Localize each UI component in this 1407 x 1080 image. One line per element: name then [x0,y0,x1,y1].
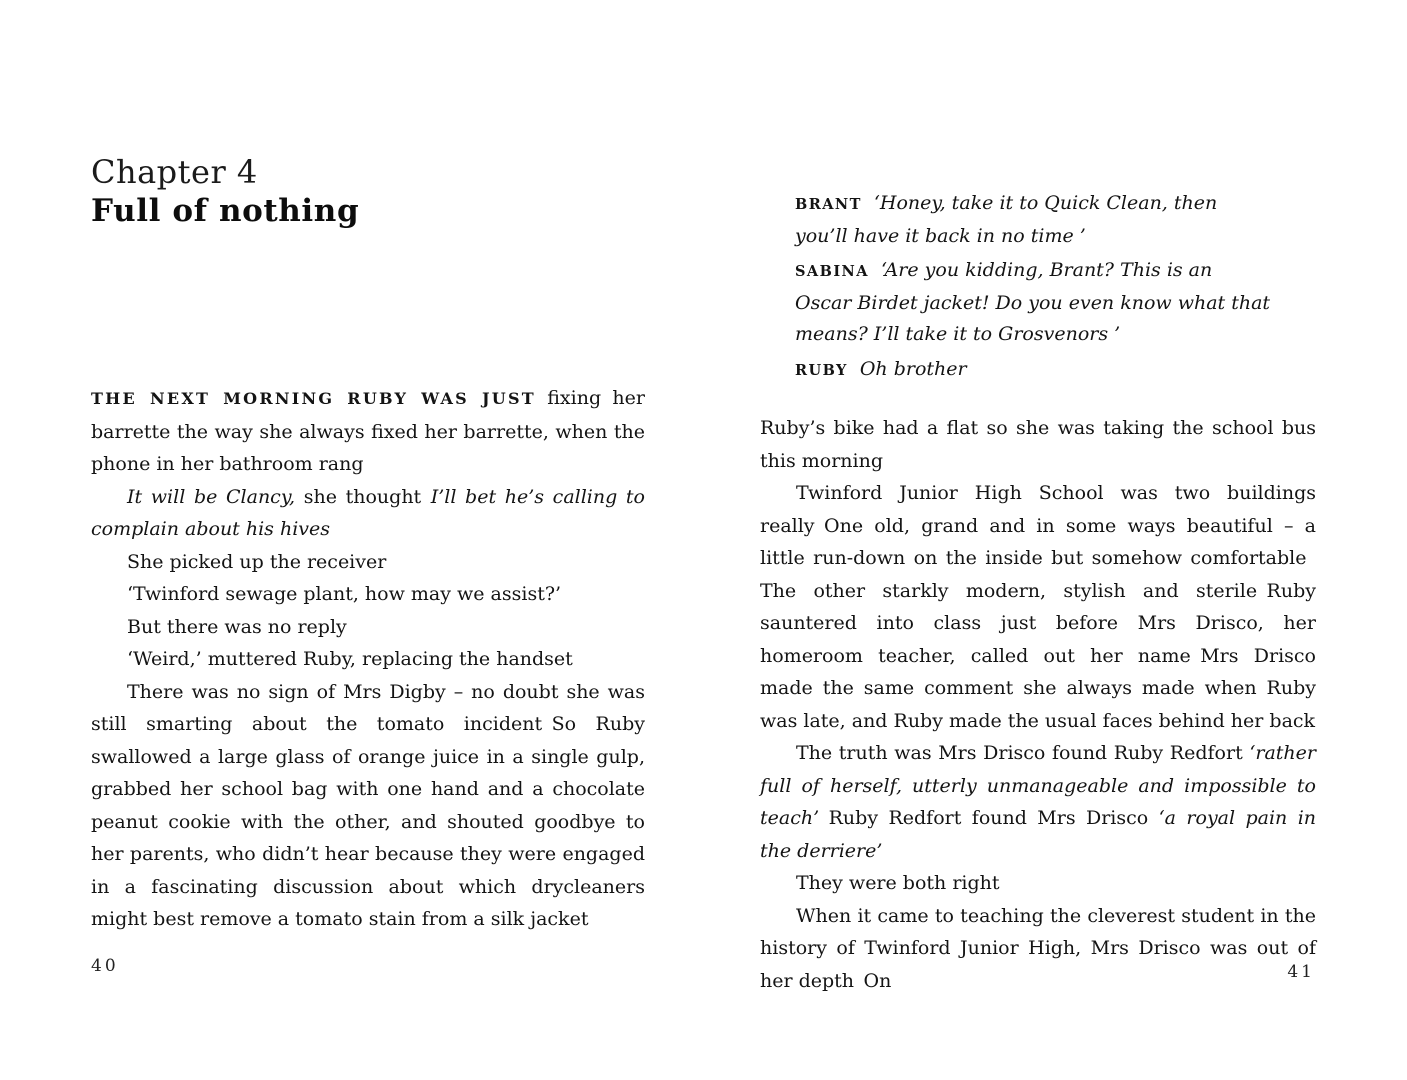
paragraph [760,477,1316,737]
chapter-heading [91,153,359,229]
left-page-body-text [91,382,645,936]
dialogue-entry [795,255,1273,351]
text-run: ‘Twinford sewage plant, how may we assist?’ [127,583,562,605]
paragraph [91,481,645,546]
dialogue-line: ‘Honey, take it to Quick Clean, then you’ll have it back in no time ’ [795,192,1218,247]
paragraph [91,643,645,676]
page-number-right: 41 [1287,962,1315,982]
text-run: They were both right [796,872,1000,894]
text-run: It will be Clancy, [127,485,296,508]
page-number-left: 40 [91,956,119,976]
text-run: The truth was Mrs Drisco found Ruby Redfort [796,742,1250,764]
text-run: When it came to teaching the cleverest student in the history of Twinford Junior High, Mrs Drisco was out of her depth On [760,904,1316,992]
dialogue-speaker: BRANT [795,196,862,213]
paragraph [760,737,1316,867]
text-run: I’ll bet he’s calling to complain about his hives [91,485,645,540]
paragraph [760,900,1316,998]
text-run: Ruby Redfort found Mrs Drisco [819,807,1159,829]
right-page-body-text [760,412,1316,997]
paragraph [91,382,645,481]
dialogue-entry [795,354,1273,387]
dialogue-line: Oh brother [859,357,967,380]
text-run: she thought [295,485,431,508]
paragraph [91,578,645,611]
text-run: fixing her barrette the way she always fixed her barrette, when the phone in her bathroom rang [91,387,645,475]
paragraph [760,867,1316,900]
chapter-number: Chapter 4 [91,153,258,191]
text-run: ‘Weird,’ muttered Ruby, replacing the handset [127,648,573,670]
paragraph [91,676,645,936]
text-run: ‘a royal pain in the derriere’ [760,807,1317,862]
paragraph [91,611,645,644]
text-run: Twinford Junior High School was two buildings really One old, grand and in some ways beautiful – a little run-down on the inside but somehow comfortable The other starkly modern, stylish and sterile Ruby sauntered into class just before Mrs Drisco, her homeroom teacher, called out her name Mrs Drisco made the same comment she always made when Ruby was late, and Ruby made the usual faces behind her back [760,482,1316,732]
text-run: She picked up the receiver [127,550,387,573]
text-run: THE NEXT MORNING RUBY WAS JUST [91,389,536,408]
dialogue-line: ‘Are you kidding, Brant? This is an Oscar Birdet jacket! Do you even know what that means? I’ll take it to Grosvenors ’ [795,259,1271,345]
paragraph [760,412,1316,477]
text-run: Ruby’s bike had a flat so she was taking the school bus this morning [760,417,1316,472]
text-run: ‘rather full of herself, utterly unmanageable and impossible to teach’ [760,742,1316,829]
text-run: There was no sign of Mrs Digby – no doubt she was still smarting about the tomato incident So Ruby swallowed a large glass of orange juice in a single gulp, grabbed her school bag with one hand and a chocolate peanut cookie with the other, and shouted goodbye to her parents, who didn’t hear because they were engaged in a fascinating discussion about which drycleaners might best remove a tomato stain from a silk jacket [91,680,645,930]
text-run: But there was no reply [127,615,347,638]
paragraph [91,546,645,579]
chapter-title: Full of nothing [91,193,360,229]
dialogue-speaker: SABINA [795,263,869,280]
dialogue-block [795,188,1273,389]
dialogue-entry [795,188,1273,252]
dialogue-speaker: RUBY [795,361,848,379]
